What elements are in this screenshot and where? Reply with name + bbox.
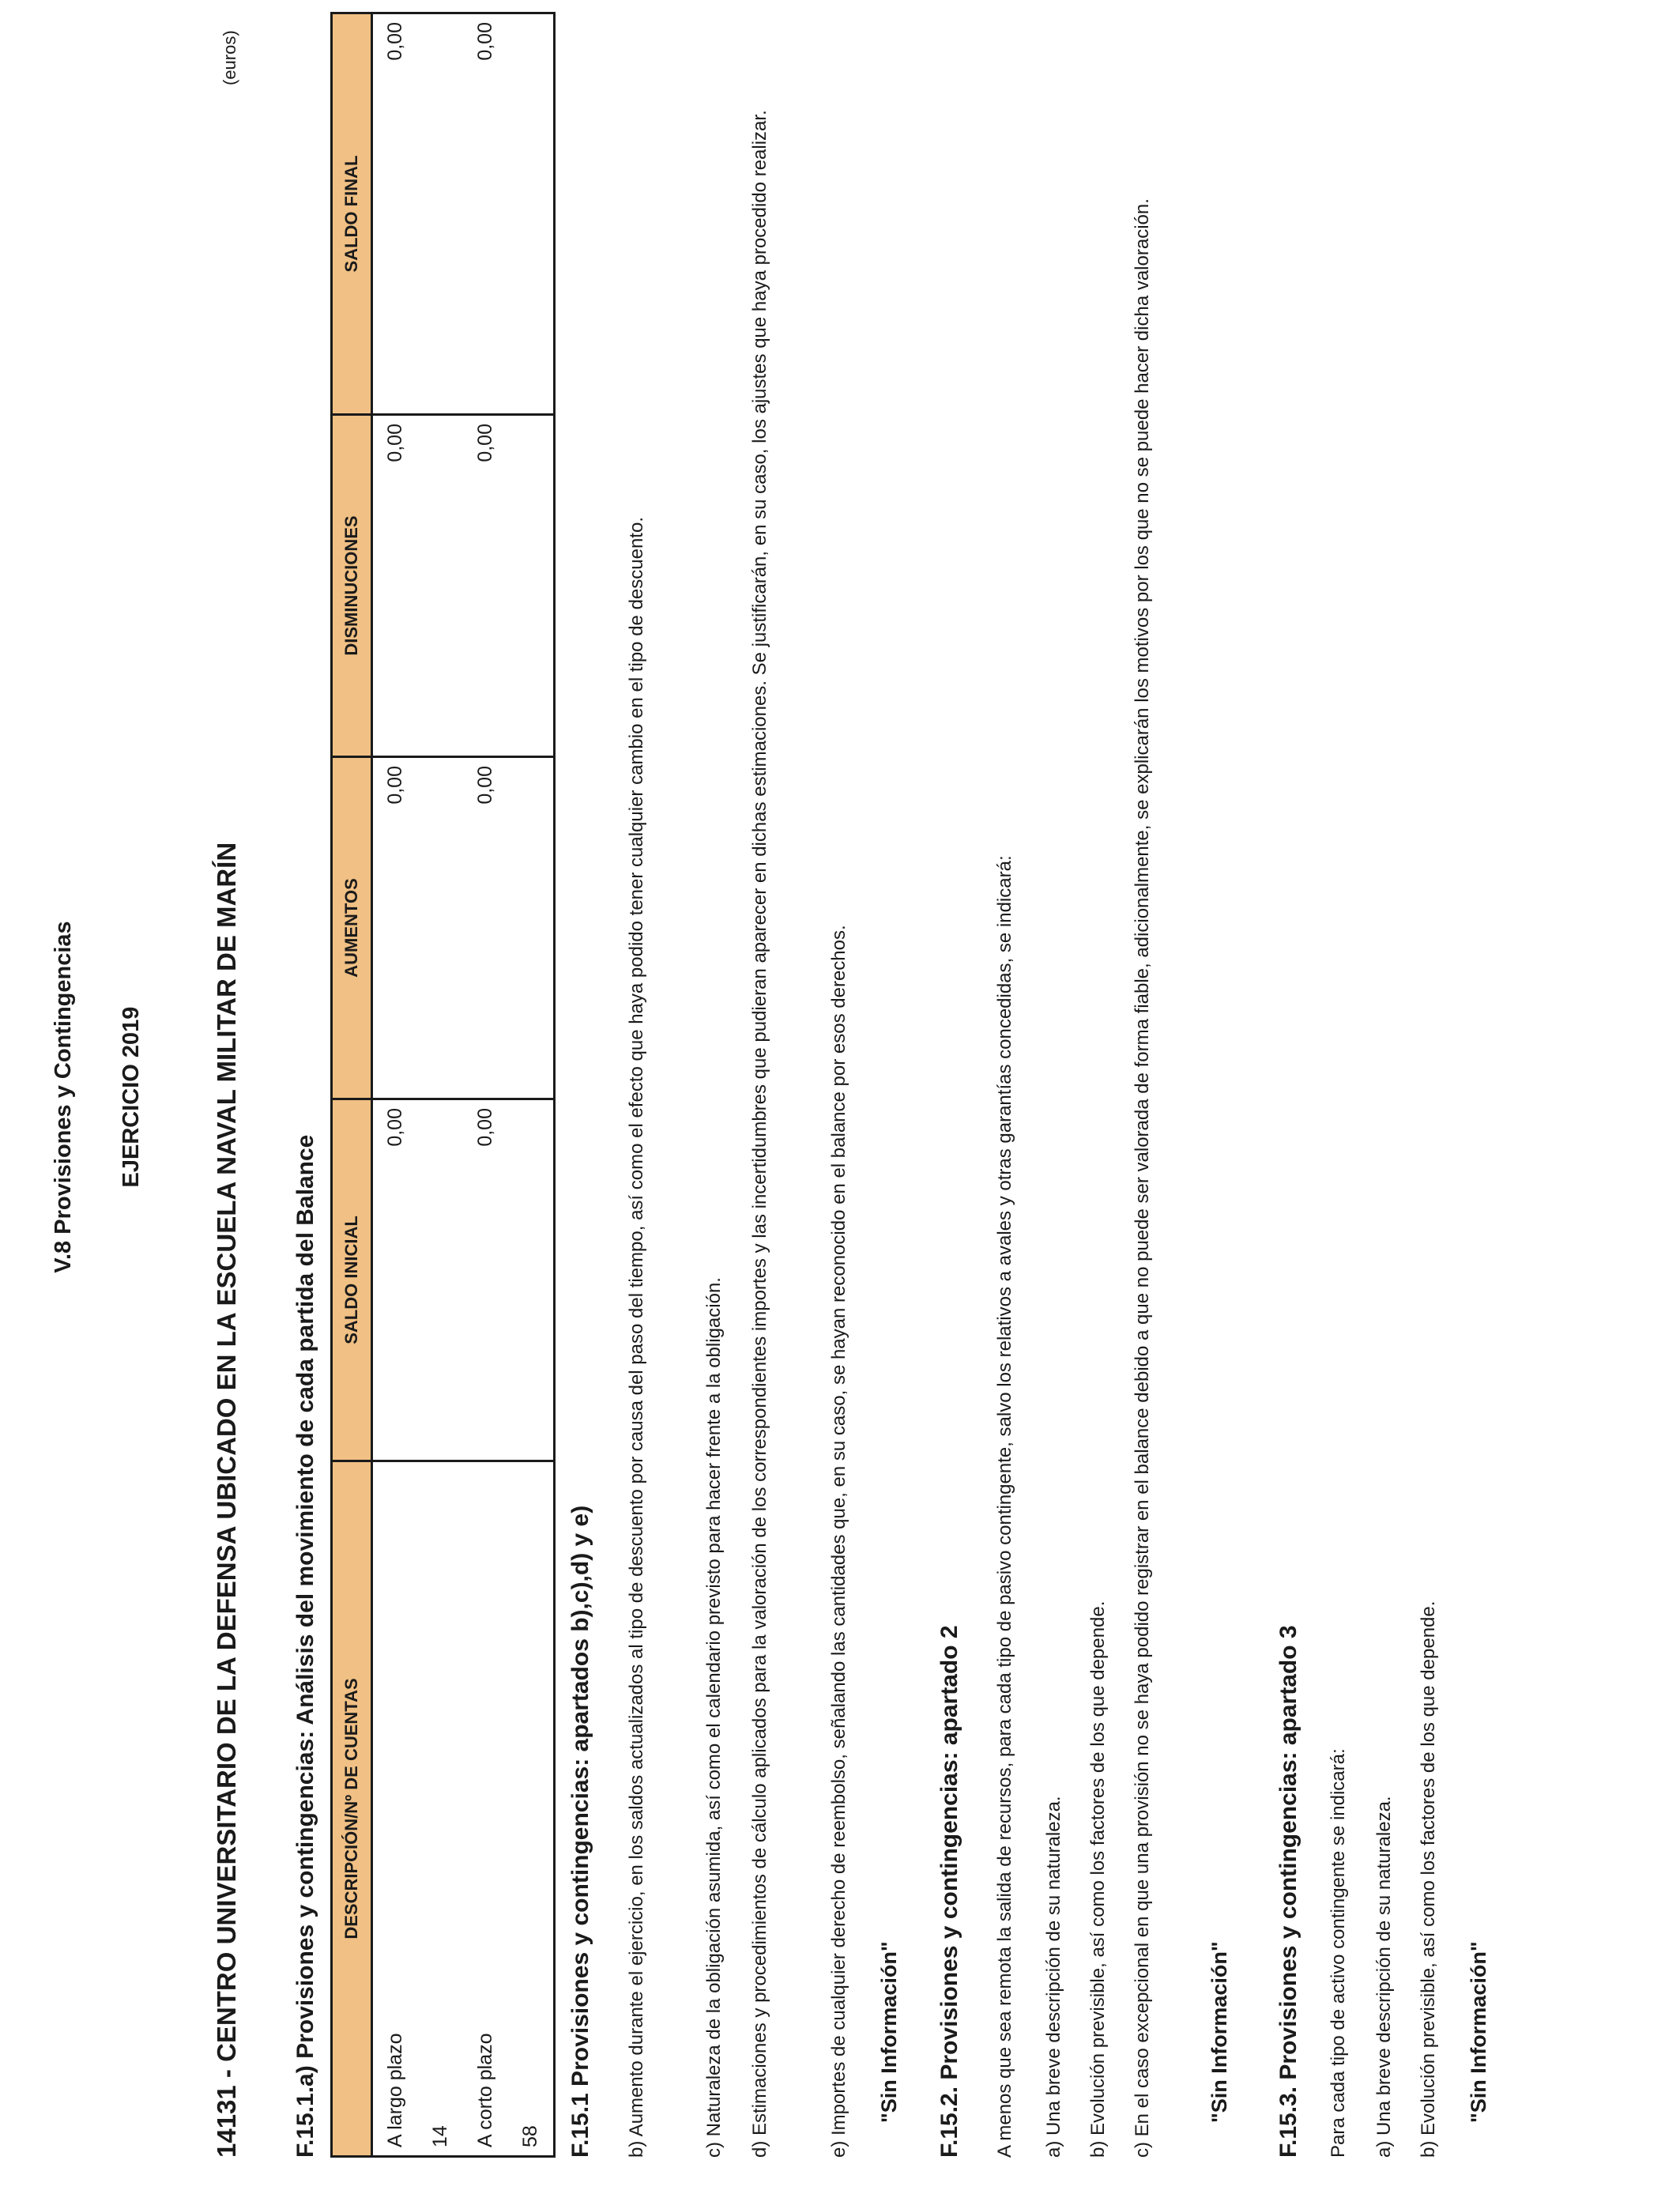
table-row (508, 13, 555, 2157)
f153-item-a: a) Una breve descripción de su naturaleza. (1373, 1796, 1395, 2158)
f151-item-d: d) Estimaciones y procedimientos de cálculo aplicados para la valoración de los correspondientes importes y las incertidumbres que pudieran aparecer en dichas estimaciones. Se justificarán, en su caso, los ajustes que haya procedido realizar. (749, 110, 770, 2158)
f153-item-b: b) Evolución previsible, así como los factores de los que depende. (1418, 1600, 1439, 2158)
f151-item-b: b) Aumento durante el ejercicio, en los saldos actualizados al tipo de descuento por causa del paso del tiempo, así como el efecto que haya podido tener cualquier cambio en el tipo de descuento. (626, 517, 647, 2158)
col-header-disminuciones: DISMINUCIONES (332, 415, 372, 757)
col-header-saldo-final: SALDO FINAL (332, 13, 372, 415)
page-title: V.8 Provisiones y Contingencias (51, 921, 76, 1273)
cell-saldo-inicial (508, 1099, 555, 1461)
f151-item-e: e) Importes de cualquier derecho de reembolso, señalando las cantidades que, en su caso, se hayan reconocido en el balance por esos derechos. (828, 925, 849, 2158)
table-row (418, 13, 463, 2157)
f153-heading: F.15.3. Provisiones y contingencias: apartado 3 (1275, 1625, 1301, 2158)
f152-heading: F.15.2. Provisiones y contingencias: apartado 2 (936, 1625, 962, 2158)
col-header-saldo-inicial: SALDO INICIAL (332, 1099, 372, 1461)
f151-heading: F.15.1 Provisiones y contingencias: apartados b),c),d) y e) (567, 1505, 593, 2158)
cell-saldo-inicial: 0,00 (372, 1099, 419, 1461)
cell-saldo-final: 0,00 (372, 13, 419, 415)
cell-aumentos: 0,00 (372, 757, 419, 1099)
f153-sin-informacion: "Sin Información" (1467, 1941, 1490, 2123)
cell-disminuciones: 0,00 (463, 415, 508, 757)
row-account-number: 58 (508, 1461, 555, 2157)
f152-item-c: c) En el caso excepcional en que una provisión no se haya podido registrar en el balance debido a que no puede ser valorada de forma fiable, adicionalmente, se explicarán los motivos por los que no se puede hacer dicha valoración. (1132, 198, 1153, 2158)
cell-aumentos (418, 757, 463, 1099)
f152-item-a: a) Una breve descripción de su naturaleza. (1043, 1796, 1064, 2158)
cell-disminuciones (508, 415, 555, 757)
row-account-number: 14 (418, 1461, 463, 2157)
cell-saldo-inicial (418, 1099, 463, 1461)
movement-table (330, 12, 556, 2158)
f152-intro: A menos que sea remota la salida de recursos, para cada tipo de pasivo contingente, salvo los relativos a avales y otras garantías concedidas, se indicará: (994, 855, 1015, 2158)
table-row (372, 13, 419, 2157)
units-label: (euros) (220, 30, 239, 85)
table-header-row (332, 13, 372, 2157)
f1511-heading: F.15.1.a) Provisiones y contingencias: Análisis del movimiento de cada partida del Balance (292, 1134, 318, 2158)
col-header-description: DESCRIPCIÓN/Nº DE CUENTAS (332, 1461, 372, 2157)
cell-disminuciones (418, 415, 463, 757)
f151-sin-informacion: "Sin Información" (877, 1941, 901, 2123)
table-row (463, 13, 508, 2157)
row-description: A largo plazo (372, 1461, 419, 2157)
f152-sin-informacion: "Sin Información" (1207, 1941, 1231, 2123)
exercise-title: EJERCICIO 2019 (119, 1006, 144, 1188)
f152-item-b: b) Evolución previsible, así como los factores de los que depende. (1087, 1600, 1109, 2158)
cell-saldo-final (508, 13, 555, 415)
f153-intro: Para cada tipo de activo contingente se indicará: (1328, 1748, 1349, 2158)
cell-aumentos: 0,00 (463, 757, 508, 1099)
cell-saldo-final: 0,00 (463, 13, 508, 415)
cell-saldo-inicial: 0,00 (463, 1099, 508, 1461)
cell-aumentos (508, 757, 555, 1099)
col-header-aumentos: AUMENTOS (332, 757, 372, 1099)
entity-heading: 14131 - CENTRO UNIVERSITARIO DE LA DEFENSA UBICADO EN LA ESCUELA NAVAL MILITAR DE MARÍN (212, 842, 241, 2158)
cell-saldo-final (418, 13, 463, 415)
f151-item-c: c) Naturaleza de la obligación asumida, así como el calendario previsto para hacer frente a la obligación. (703, 1277, 725, 2158)
cell-disminuciones: 0,00 (372, 415, 419, 757)
row-description: A corto plazo (463, 1461, 508, 2157)
